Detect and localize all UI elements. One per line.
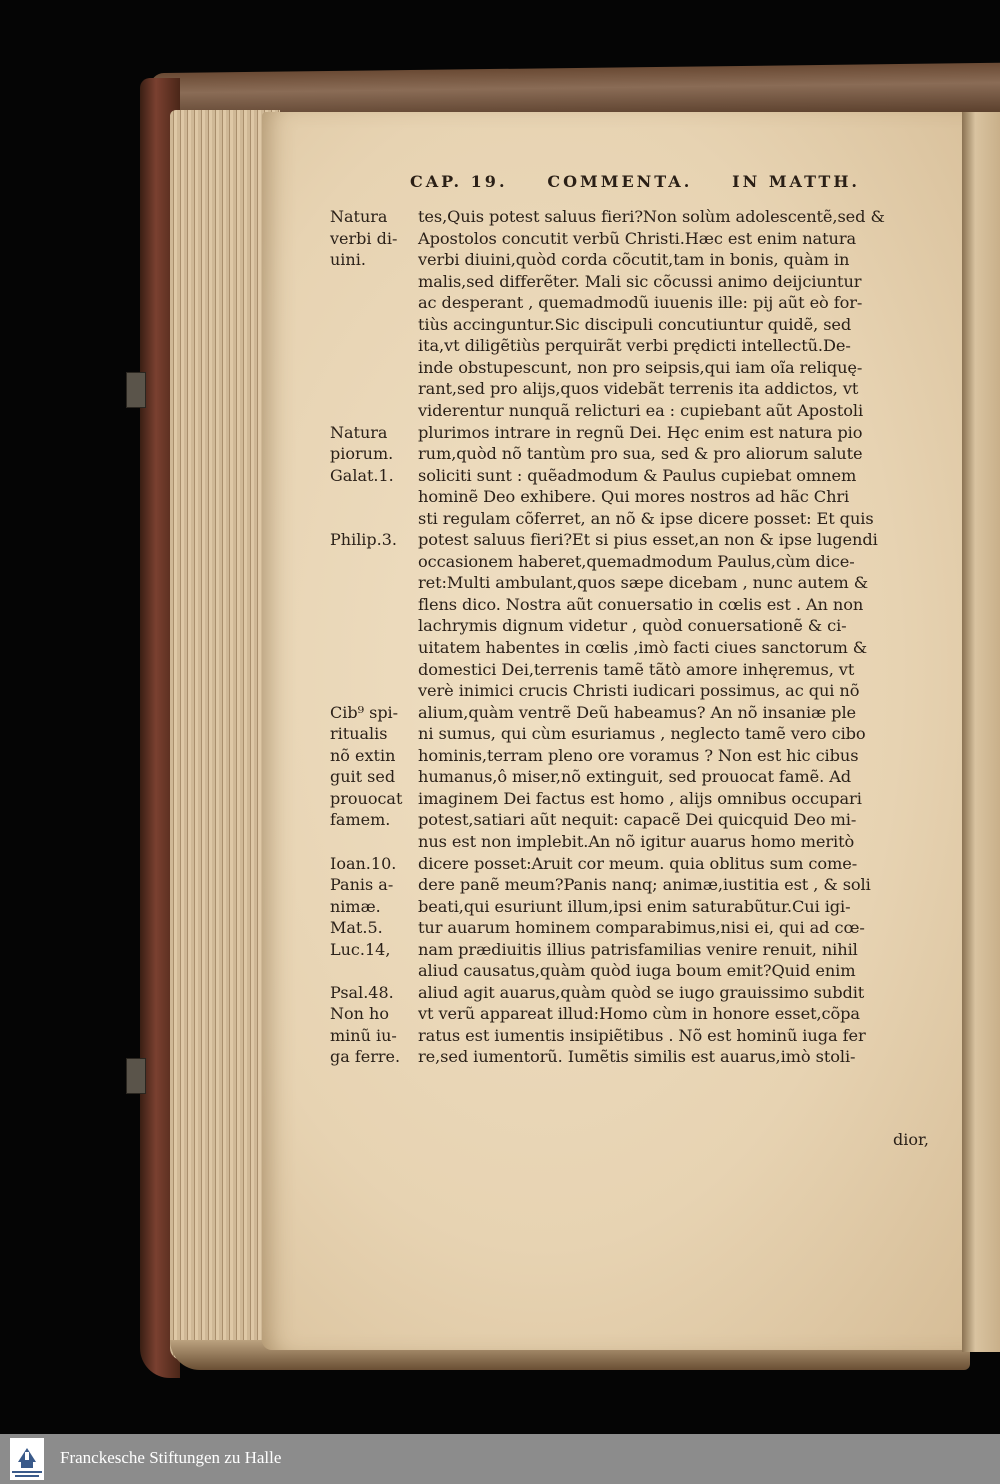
running-head-title: COMMENTA. bbox=[547, 172, 693, 191]
margin-note: famem. bbox=[330, 810, 391, 830]
running-head-book: IN MATTH. bbox=[732, 172, 860, 191]
text-line: ita,vt diligẽtiùs perquirãt verbi prędicti intellectũ.De- bbox=[418, 336, 851, 356]
text-line: viderentur nunquã relicturi ea : cupiebant aũt Apostoli bbox=[418, 400, 864, 420]
footer-bar bbox=[0, 1434, 1000, 1484]
margin-note: Ioan.10. bbox=[330, 853, 397, 873]
margin-note: guit sed bbox=[330, 767, 396, 787]
margin-note: prouocat bbox=[330, 788, 403, 808]
clasp-lower bbox=[126, 1058, 146, 1094]
margin-note: verbi di- bbox=[330, 228, 398, 248]
margin-note: Panis a- bbox=[330, 875, 394, 895]
text-line: soliciti sunt : quẽadmodum & Paulus cupiebat omnem bbox=[418, 465, 857, 485]
margin-note: Luc.14, bbox=[330, 939, 391, 959]
institution-logo-icon bbox=[10, 1438, 44, 1480]
text-line: rum,quòd nõ tantùm pro sua, sed & pro aliorum salute bbox=[418, 444, 863, 464]
text-line: humanus,ô miser,nõ extinguit, sed prouocat famẽ. Ad bbox=[418, 767, 852, 787]
text-line: re,sed iumentorũ. Iumẽtis similis est auarus,imò stoli- bbox=[418, 1047, 856, 1067]
text-line: potest saluus fieri?Et si pius esset,an non & ipse lugendi bbox=[418, 530, 878, 550]
text-line: tes,Quis potest saluus fieri?Non solùm adolescentẽ,sed & bbox=[418, 207, 885, 226]
text-line: tur auarum hominem comparabimus,nisi ei, qui ad cœ- bbox=[418, 918, 865, 938]
text-line: potest,satiari aũt nequit: capacẽ Dei quicquid Deo mi- bbox=[418, 810, 857, 830]
margin-note: Cib⁹ spi- bbox=[330, 702, 399, 722]
text-line: ac desperant , quemadmodũ iuuenis ille: pij aũt eò for- bbox=[418, 293, 863, 313]
text-line: nam prædiuitis illius patrisfamilias venire renuit, nihil bbox=[418, 939, 858, 959]
margin-note: Natura bbox=[330, 207, 388, 226]
text-line: nus est non implebit.An nõ igitur auarus homo meritò bbox=[418, 831, 855, 851]
margin-note: nõ extin bbox=[330, 745, 396, 765]
margin-note: Philip.3. bbox=[330, 530, 398, 550]
margin-note: Non ho bbox=[330, 1004, 389, 1024]
text-line: verbi diuini,quòd corda cõcutit,tam in bonis, quàm in bbox=[418, 250, 850, 270]
margin-note: piorum. bbox=[330, 444, 394, 464]
text-line: inde obstupescunt, non pro seipsis,qui iam oĩa reliquę- bbox=[418, 357, 863, 377]
text-line: tiùs accinguntur.Sic discipuli concutiuntur quidẽ, sed bbox=[418, 314, 852, 334]
margin-note: Psal.48. bbox=[330, 982, 394, 1002]
margin-note: ritualis bbox=[330, 724, 388, 744]
text-line: dere panẽ meum?Panis nanq; animæ,iustitia est , & soli bbox=[418, 875, 871, 895]
text-line: ret:Multi ambulant,quos sæpe dicebam , nunc autem & bbox=[418, 573, 869, 593]
text-line: beati,qui esuriunt illum,ipsi enim saturabũtur.Cui igi- bbox=[418, 896, 851, 916]
margin-note: nimæ. bbox=[330, 896, 381, 916]
text-line: occasionem haberet,quemadmodum Paulus,cùm dice- bbox=[418, 551, 855, 571]
margin-note: uini. bbox=[330, 250, 366, 270]
text-line: hominẽ Deo exhibere. Qui mores nostros ad hãc Chri bbox=[418, 487, 850, 507]
text-line: plurimos intrare in regnũ Dei. Hęc enim est natura pio bbox=[418, 422, 863, 442]
text-line: uitatem habentes in cœlis ,imò facti ciues sanctorum & bbox=[418, 638, 868, 657]
text-line: imaginem Dei factus est homo , alijs omnibus occupari bbox=[418, 788, 862, 808]
margin-note: Galat.1. bbox=[330, 465, 394, 485]
running-head-chapter: CAP. 19. bbox=[410, 172, 508, 191]
margin-note: ga ferre. bbox=[330, 1047, 401, 1067]
running-head bbox=[410, 172, 860, 191]
catchword: dior, bbox=[893, 1130, 929, 1149]
institution-name: Franckesche Stiftungen zu Halle bbox=[60, 1448, 282, 1467]
text-line: vt verũ appareat illud:Homo cùm in honore esset,cõpa bbox=[418, 1004, 860, 1024]
text-line: sti regulam cõferret, an nõ & ipse dicere posset: Et quis bbox=[418, 508, 874, 528]
text-line: malis,sed differẽter. Mali sic cõcussi animo deijciuntur bbox=[418, 271, 862, 291]
text-line: flens dico. Nostra aũt conuersatio in cœlis est . An non bbox=[418, 594, 864, 614]
clasp-upper bbox=[126, 372, 146, 408]
text-line: lachrymis dignum videtur , quòd conuersationẽ & ci- bbox=[418, 616, 847, 636]
text-line: domestici Dei,terrenis tamẽ tãtò amore inhęremus, vt bbox=[418, 659, 855, 679]
text-line: dicere posset:Aruit cor meum. quia oblitus sum come- bbox=[418, 853, 858, 873]
text-line: ratus est iumentis insipiẽtibus . Nõ est hominũ iuga fer bbox=[418, 1025, 866, 1045]
text-line: rant,sed pro alijs,quos videbãt terrenis ita addictos, vt bbox=[418, 379, 859, 399]
margin-note: Natura bbox=[330, 422, 388, 442]
text-line: verè inimici crucis Christi iudicari possimus, ac qui nõ bbox=[418, 681, 860, 701]
facing-page-edge bbox=[962, 112, 1000, 1352]
margin-note: minũ iu- bbox=[330, 1025, 397, 1045]
text-line: aliud causatus,quàm quòd iuga boum emit?Quid enim bbox=[418, 961, 856, 981]
text-line: Apostolos concutit verbũ Christi.Hæc est enim natura bbox=[418, 228, 857, 248]
text-line: hominis,terram pleno ore voramus ? Non est hic cibus bbox=[418, 745, 859, 765]
text-line: ni sumus, qui cùm esuriamus , neglecto tamẽ vero cibo bbox=[418, 724, 866, 744]
text-line: aliud agit auarus,quàm quòd se iugo grauissimo subdit bbox=[418, 982, 865, 1002]
text-line: alium,quàm ventrẽ Deũ habeamus? An nõ insaniæ ple bbox=[418, 702, 857, 722]
margin-note: Mat.5. bbox=[330, 918, 383, 938]
